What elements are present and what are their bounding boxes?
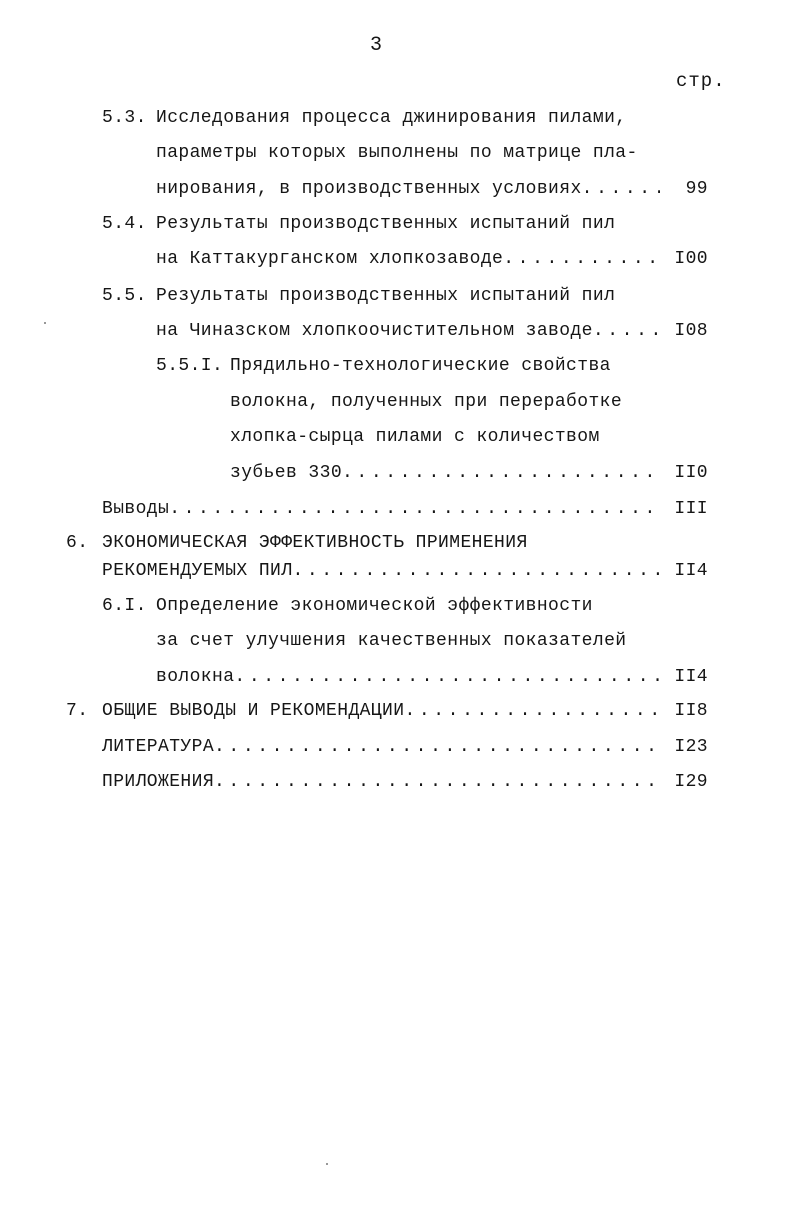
toc-6-page: II4 <box>674 561 708 581</box>
dot-leader <box>234 665 660 689</box>
toc-6-line-2: РЕКОМЕНДУЕМЫХ ПИЛ <box>102 561 293 581</box>
toc-entry-6 <box>102 557 708 583</box>
toc-5-4-line-2: на Каттакурганском хлопкозаводе <box>156 249 504 269</box>
toc-6-1-page: II4 <box>674 667 708 687</box>
toc-5-4-number: 5.4. <box>102 214 147 234</box>
toc-6-1-number: 6.I. <box>102 596 147 616</box>
toc-7-page: II8 <box>674 701 708 721</box>
toc-5-5-1-page: II0 <box>674 463 708 483</box>
toc-appendices-page: I29 <box>674 772 708 792</box>
dot-leader <box>292 559 660 583</box>
scan-speck <box>44 322 46 324</box>
toc-entry-5-4 <box>156 245 708 271</box>
dot-leader <box>169 497 660 521</box>
toc-5-5-page: I08 <box>674 321 708 341</box>
toc-entry-5-3 <box>156 175 708 201</box>
toc-5-3-line-3: нирования, в производственных условиях <box>156 179 582 199</box>
dot-leader <box>582 177 660 201</box>
dot-leader <box>214 770 660 794</box>
dot-leader <box>214 735 660 759</box>
toc-5-4-page: I00 <box>674 249 708 269</box>
toc-5-5-number: 5.5. <box>102 286 147 306</box>
toc-5-5-line-1: Результаты производственных испытаний пил <box>156 286 616 306</box>
toc-appendices-label: ПРИЛОЖЕНИЯ <box>102 772 215 792</box>
toc-5-5-1-line-3: хлопка-сырца пилами с количеством <box>230 427 600 447</box>
page-number: 3 <box>370 34 384 57</box>
toc-5-5-1-line-2: волокна, полученных при переработке <box>230 392 623 412</box>
toc-6-1-line-2: за счет улучшения качественных показателей <box>156 631 627 651</box>
toc-conclusions-label: Выводы <box>102 499 170 519</box>
toc-5-5-1-line-4: зубьев 330 <box>230 463 343 483</box>
toc-entry-6-1 <box>156 663 708 689</box>
toc-5-3-line-1: Исследования процесса джинирования пилами, <box>156 108 627 128</box>
toc-7-number: 7. <box>66 701 89 721</box>
toc-5-3-line-2: параметры которых выполнены по матрице пла- <box>156 143 638 163</box>
toc-entry-conclusions <box>102 495 708 521</box>
dot-leader <box>593 319 660 343</box>
toc-entry-literature <box>102 733 708 759</box>
toc-entry-7 <box>102 697 708 723</box>
toc-literature-page: I23 <box>674 737 708 757</box>
toc-literature-label: ЛИТЕРАТУРА <box>102 737 215 757</box>
toc-entry-5-5 <box>156 317 708 343</box>
dot-leader <box>503 247 660 271</box>
toc-entry-appendices <box>102 768 708 794</box>
toc-6-number: 6. <box>66 533 89 553</box>
toc-5-5-1-number: 5.5.I. <box>156 356 224 376</box>
toc-6-1-line-3: волокна <box>156 667 235 687</box>
toc-conclusions-page: III <box>674 499 708 519</box>
toc-6-1-line-1: Определение экономической эффективности <box>156 596 593 616</box>
toc-6-line-1: ЭКОНОМИЧЕСКАЯ ЭФФЕКТИВНОСТЬ ПРИМЕНЕНИЯ <box>102 533 528 553</box>
toc-5-5-1-line-1: Прядильно-технологические свойства <box>230 356 611 376</box>
dot-leader <box>404 699 660 723</box>
toc-entry-5-5-1 <box>230 459 708 485</box>
toc-5-3-number: 5.3. <box>102 108 147 128</box>
scan-speck <box>326 1163 328 1165</box>
toc-5-5-line-2: на Чиназском хлопкоочистительном заводе <box>156 321 593 341</box>
dot-leader <box>342 461 660 485</box>
toc-7-label: ОБЩИЕ ВЫВОДЫ И РЕКОМЕНДАЦИИ <box>102 701 405 721</box>
toc-5-3-page: 99 <box>685 179 708 199</box>
page-column-header: стр. <box>676 70 726 92</box>
toc-5-4-line-1: Результаты производственных испытаний пил <box>156 214 616 234</box>
